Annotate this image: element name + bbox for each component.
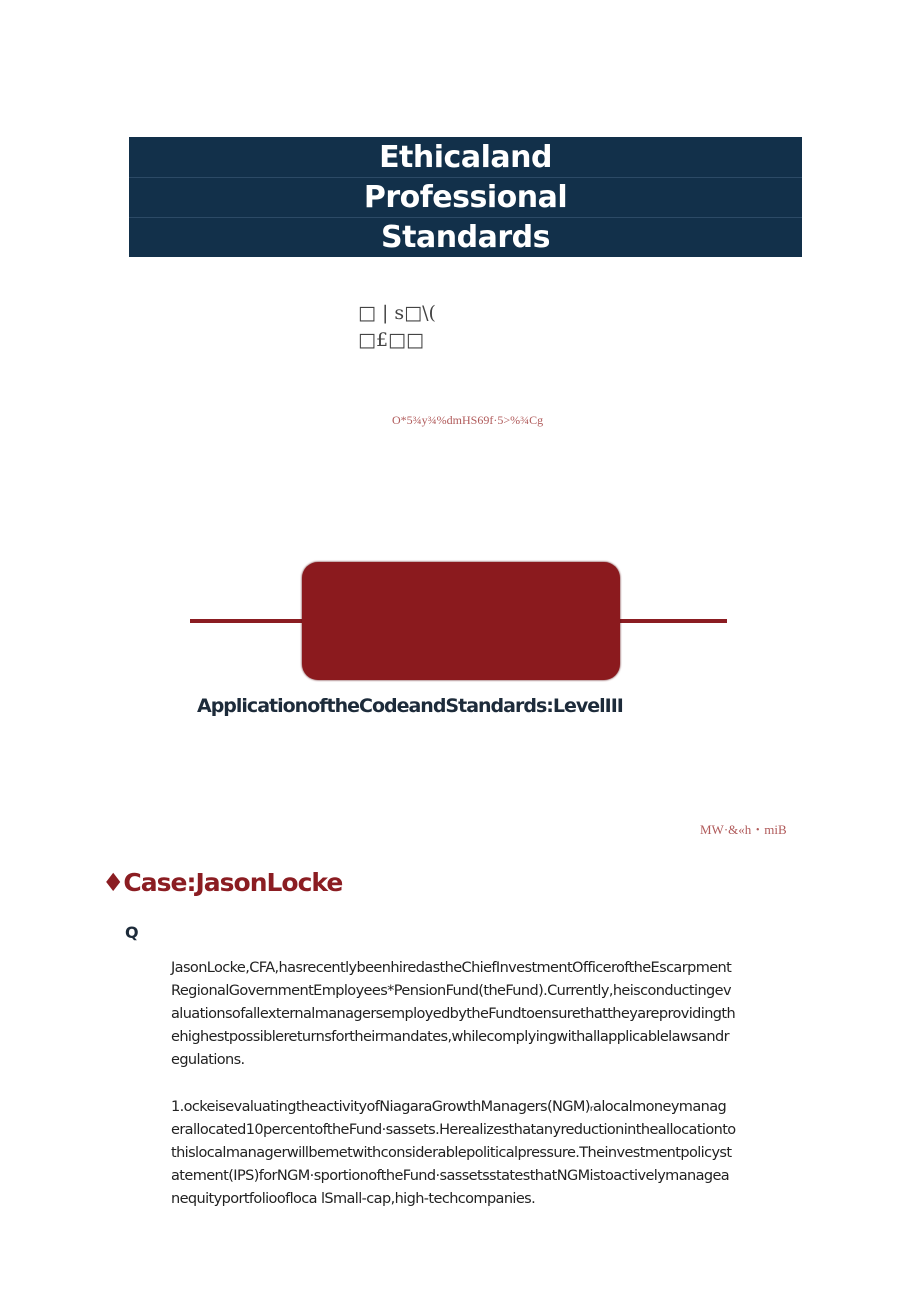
application-title: ApplicationoftheCodeandStandards:LevelIII	[197, 695, 623, 717]
text-line: RegionalGovernmentEmployees*PensionFund(theFund).Currently,heisconductingev	[171, 983, 731, 999]
text-line: aluationsofallexternalmanagersemployedbytheFundtoensurethattheyareprovidingth	[171, 1006, 736, 1022]
garbled-line-2: □£□□	[358, 329, 424, 351]
banner-line-1: Ethicaland	[379, 140, 552, 175]
text-line: thislocalmanagerwillbemetwithconsiderablepoliticalpressure.Theinvestmentpolicyst	[171, 1145, 732, 1161]
text-line: erallocated10percentoftheFund·sassets.Herealizesthatanyreductionintheallocationto	[171, 1122, 736, 1138]
red-note: O*5¾y¾%dmHS69f·5>%¾Cg	[392, 413, 544, 427]
footer-note: MW·&«h・miB	[700, 822, 787, 837]
decorative-line-left	[190, 619, 302, 623]
banner-line-3: Standards	[381, 220, 550, 255]
decorative-line-right	[620, 619, 727, 623]
paragraph-1	[171, 957, 821, 1072]
title-banner	[129, 137, 802, 257]
text-line: JasonLocke,CFA,hasrecentlybeenhiredastheChiefInvestmentOfficeroftheEscarpment	[171, 960, 732, 976]
text-line: ehighestpossiblereturnsfortheirmandates,whilecomplyingwithallapplicablelawsandr	[171, 1029, 729, 1045]
question-marker: Q	[125, 923, 139, 942]
banner-line-2: Professional	[363, 180, 568, 215]
text-line: atement(IPS)forNGM·sportionoftheFund·sassetsstatesthatNGMistoactivelymanagea	[171, 1168, 730, 1184]
text-line: 1.ockeisevaluatingtheactivityofNiagaraGrowthManagers(NGM)ᵣalocalmoneymanag	[171, 1099, 727, 1115]
case-title: ♦Case:JasonLocke	[102, 868, 343, 897]
paragraph-2	[171, 1096, 821, 1211]
text-line: egulations.	[171, 1052, 245, 1068]
text-line: nequityportfolioofloca lSmall-cap,high-techcompanies.	[171, 1191, 536, 1207]
garbled-line-1: □ | s□\(	[358, 302, 436, 324]
decorative-red-box	[302, 562, 620, 680]
